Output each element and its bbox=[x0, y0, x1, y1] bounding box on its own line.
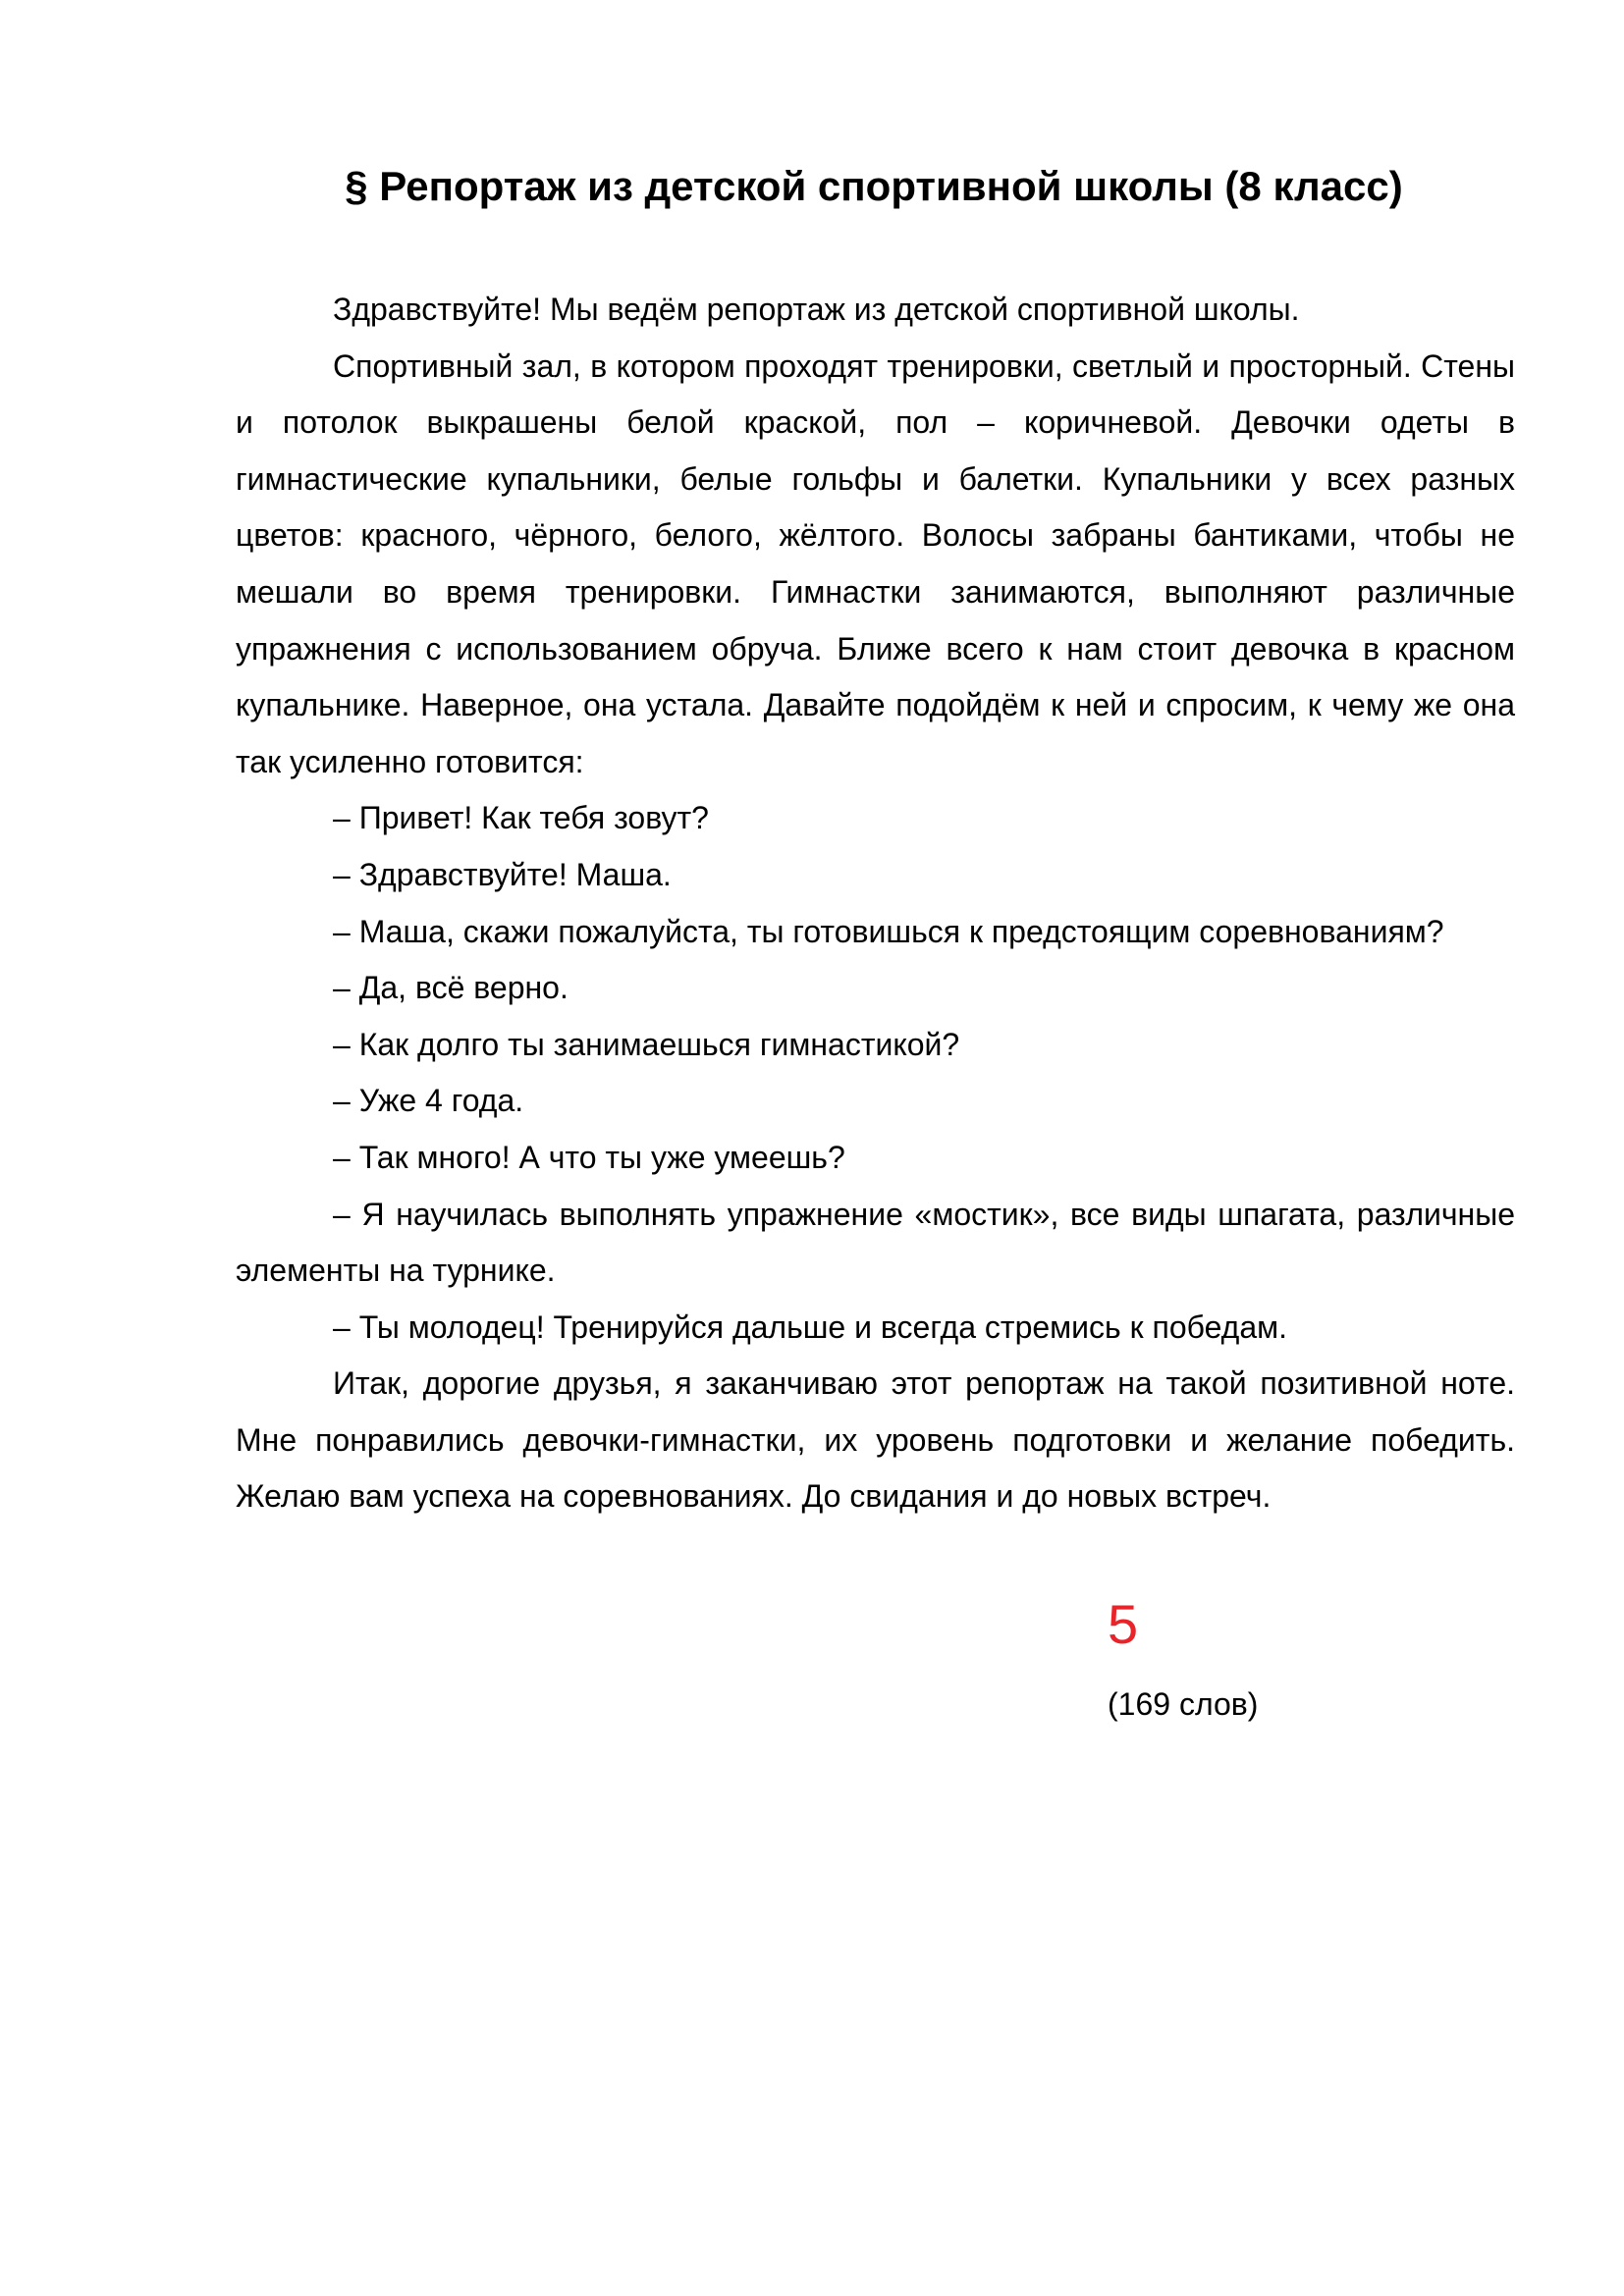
dialogue-line: – Привет! Как тебя зовут? bbox=[333, 800, 709, 836]
word-count: (169 слов) bbox=[1108, 1686, 1259, 1722]
grade-mark: 5 bbox=[1108, 1593, 1139, 1655]
paragraph-conclusion: Итак, дорогие друзья, я заканчиваю этот репортаж на такой позитивной ноте. Мне понравились девочки-гимнастки, их уровень подготовки и желание победить. Желаю вам успеха на соревнованиях. До свидания и до новых встреч. bbox=[236, 1365, 1515, 1515]
dialogue-line: – Да, всё верно. bbox=[333, 970, 568, 1006]
dialogue-line: – Здравствуйте! Маша. bbox=[333, 856, 672, 892]
dialogue-line: – Как долго ты занимаешься гимнастикой? bbox=[333, 1026, 960, 1062]
dialogue-line: – Я научилась выполнять упражнение «мостик», все виды шпагата, различные элементы на турнике. bbox=[236, 1196, 1515, 1289]
report-body bbox=[236, 282, 1515, 1525]
dialogue-line: – Маша, скажи пожалуйста, ты готовишься к предстоящим соревнованиям? bbox=[333, 913, 1444, 949]
paragraph-greeting: Здравствуйте! Мы ведём репортаж из детской спортивной школы. bbox=[333, 292, 1300, 327]
page-title: § Репортаж из детской спортивной школы (8 класс) bbox=[345, 163, 1403, 209]
dialogue-line: – Ты молодец! Тренируйся дальше и всегда стремись к победам. bbox=[333, 1308, 1288, 1345]
dialogue-line: – Так много! А что ты уже умеешь? bbox=[333, 1139, 845, 1175]
paragraph-description: Спортивный зал, в котором проходят тренировки, светлый и просторный. Стены и потолок выкрашены белой краской, пол – коричневой. Девочки одеты в гимнастические купальники, белые гольфы и балетки. Купальники у всех разных цветов: красного, чёрного, белого, жёлтого. Волосы забраны бантиками, чтобы не мешали во время тренировки. Гимнастки занимаются, выполняют различные упражнения с использованием обруча. Ближе всего к нам стоит девочка в красном купальнике. Наверное, она устала. Давайте подойдём к ней и спросим, к чему же она так усиленно готовится: bbox=[236, 347, 1515, 779]
dialogue-line: – Уже 4 года. bbox=[333, 1083, 524, 1119]
